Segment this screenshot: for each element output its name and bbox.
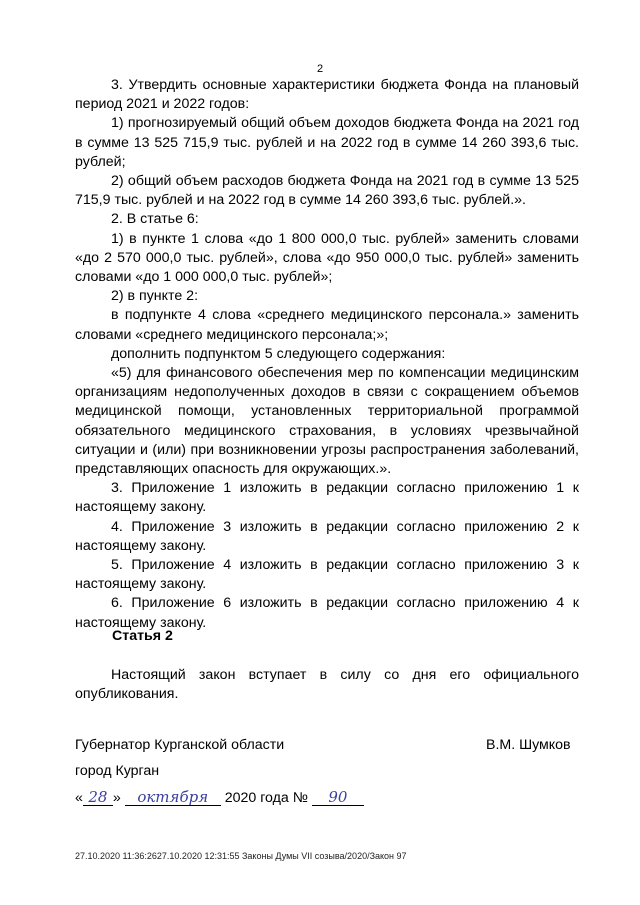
paragraph: 3. Утвердить основные характеристики бюджета Фонда на плановый период 2021 и 2022 годов: xyxy=(75,77,579,113)
open-quote: « xyxy=(75,790,83,806)
page-number: 2 xyxy=(316,63,324,75)
article-heading: Статья 2 xyxy=(112,628,173,644)
paragraph: 1) прогнозируемый общий объем доходов бюджета Фонда на 2021 год в сумме 13 525 715,9 тыс. рублей и на 2022 год в сумме 14 260 393,6 тыс. рублей; xyxy=(75,115,579,170)
handwritten-day: 28 xyxy=(83,789,113,806)
paragraph: 6. Приложение 6 изложить в редакции согласно приложению 4 к настоящему закону. xyxy=(75,595,579,631)
year-text: 2020 года № xyxy=(224,790,308,806)
paragraph: 4. Приложение 3 изложить в редакции согласно приложению 2 к настоящему закону. xyxy=(75,518,579,554)
paragraph: дополнить подпунктом 5 следующего содержания: xyxy=(111,345,446,362)
paragraph: 3. Приложение 1 изложить в редакции согласно приложению 1 к настоящему закону. xyxy=(75,480,579,516)
city-line: город Курган xyxy=(75,763,160,779)
paragraph: 1) в пункте 1 слова «до 1 800 000,0 тыс. рублей» заменить словами «до 2 570 000,0 тыс. рублей», слова «до 950 000,0 тыс. рублей» заменить словами «до 1 000 000,0 тыс. рублей»; xyxy=(75,230,579,286)
paragraph: 5. Приложение 4 изложить в редакции согласно приложению 3 к настоящему закону. xyxy=(75,557,579,593)
signatory-title: Губернатор Курганской области xyxy=(75,737,285,753)
paragraph: «5) для финансового обеспечения мер по компенсации медицинским организациям недополученных доходов в связи с сокращением объемов медицинской помощи, установленных территориальной программой обязательного медицинского страхования, в условиях чрезвычайной ситуации и (или) при возникновении угрозы распространения заболеваний, представляющих опасность для окружающих.». xyxy=(75,365,579,478)
date-line xyxy=(75,789,364,806)
paragraph: 2) в пункте 2: xyxy=(111,288,199,305)
paragraph: в подпункте 4 слова «среднего медицинского персонала.» заменить словами «среднего медицинского персонала;»; xyxy=(75,307,579,343)
paragraph: 2) общий объем расходов бюджета Фонда на 2021 год в сумме 13 525 715,9 тыс. рублей и на 2022 год в сумме 14 260 393,6 тыс. рублей.». xyxy=(75,173,579,209)
paragraph: 2. В статье 6: xyxy=(111,211,199,228)
footer-stamp: 27.10.2020 11:36:2627.10.2020 12:31:55 Законы Думы VII созыва/2020/Закон 97 xyxy=(75,851,407,861)
handwritten-month: октября xyxy=(125,789,221,806)
article-text: Настоящий закон вступает в силу со дня его официального опубликования. xyxy=(75,667,579,703)
close-quote: » xyxy=(112,790,121,806)
handwritten-law-number: 90 xyxy=(312,789,364,806)
document-body xyxy=(75,76,579,633)
signatory-name: В.М. Шумков xyxy=(486,737,571,753)
